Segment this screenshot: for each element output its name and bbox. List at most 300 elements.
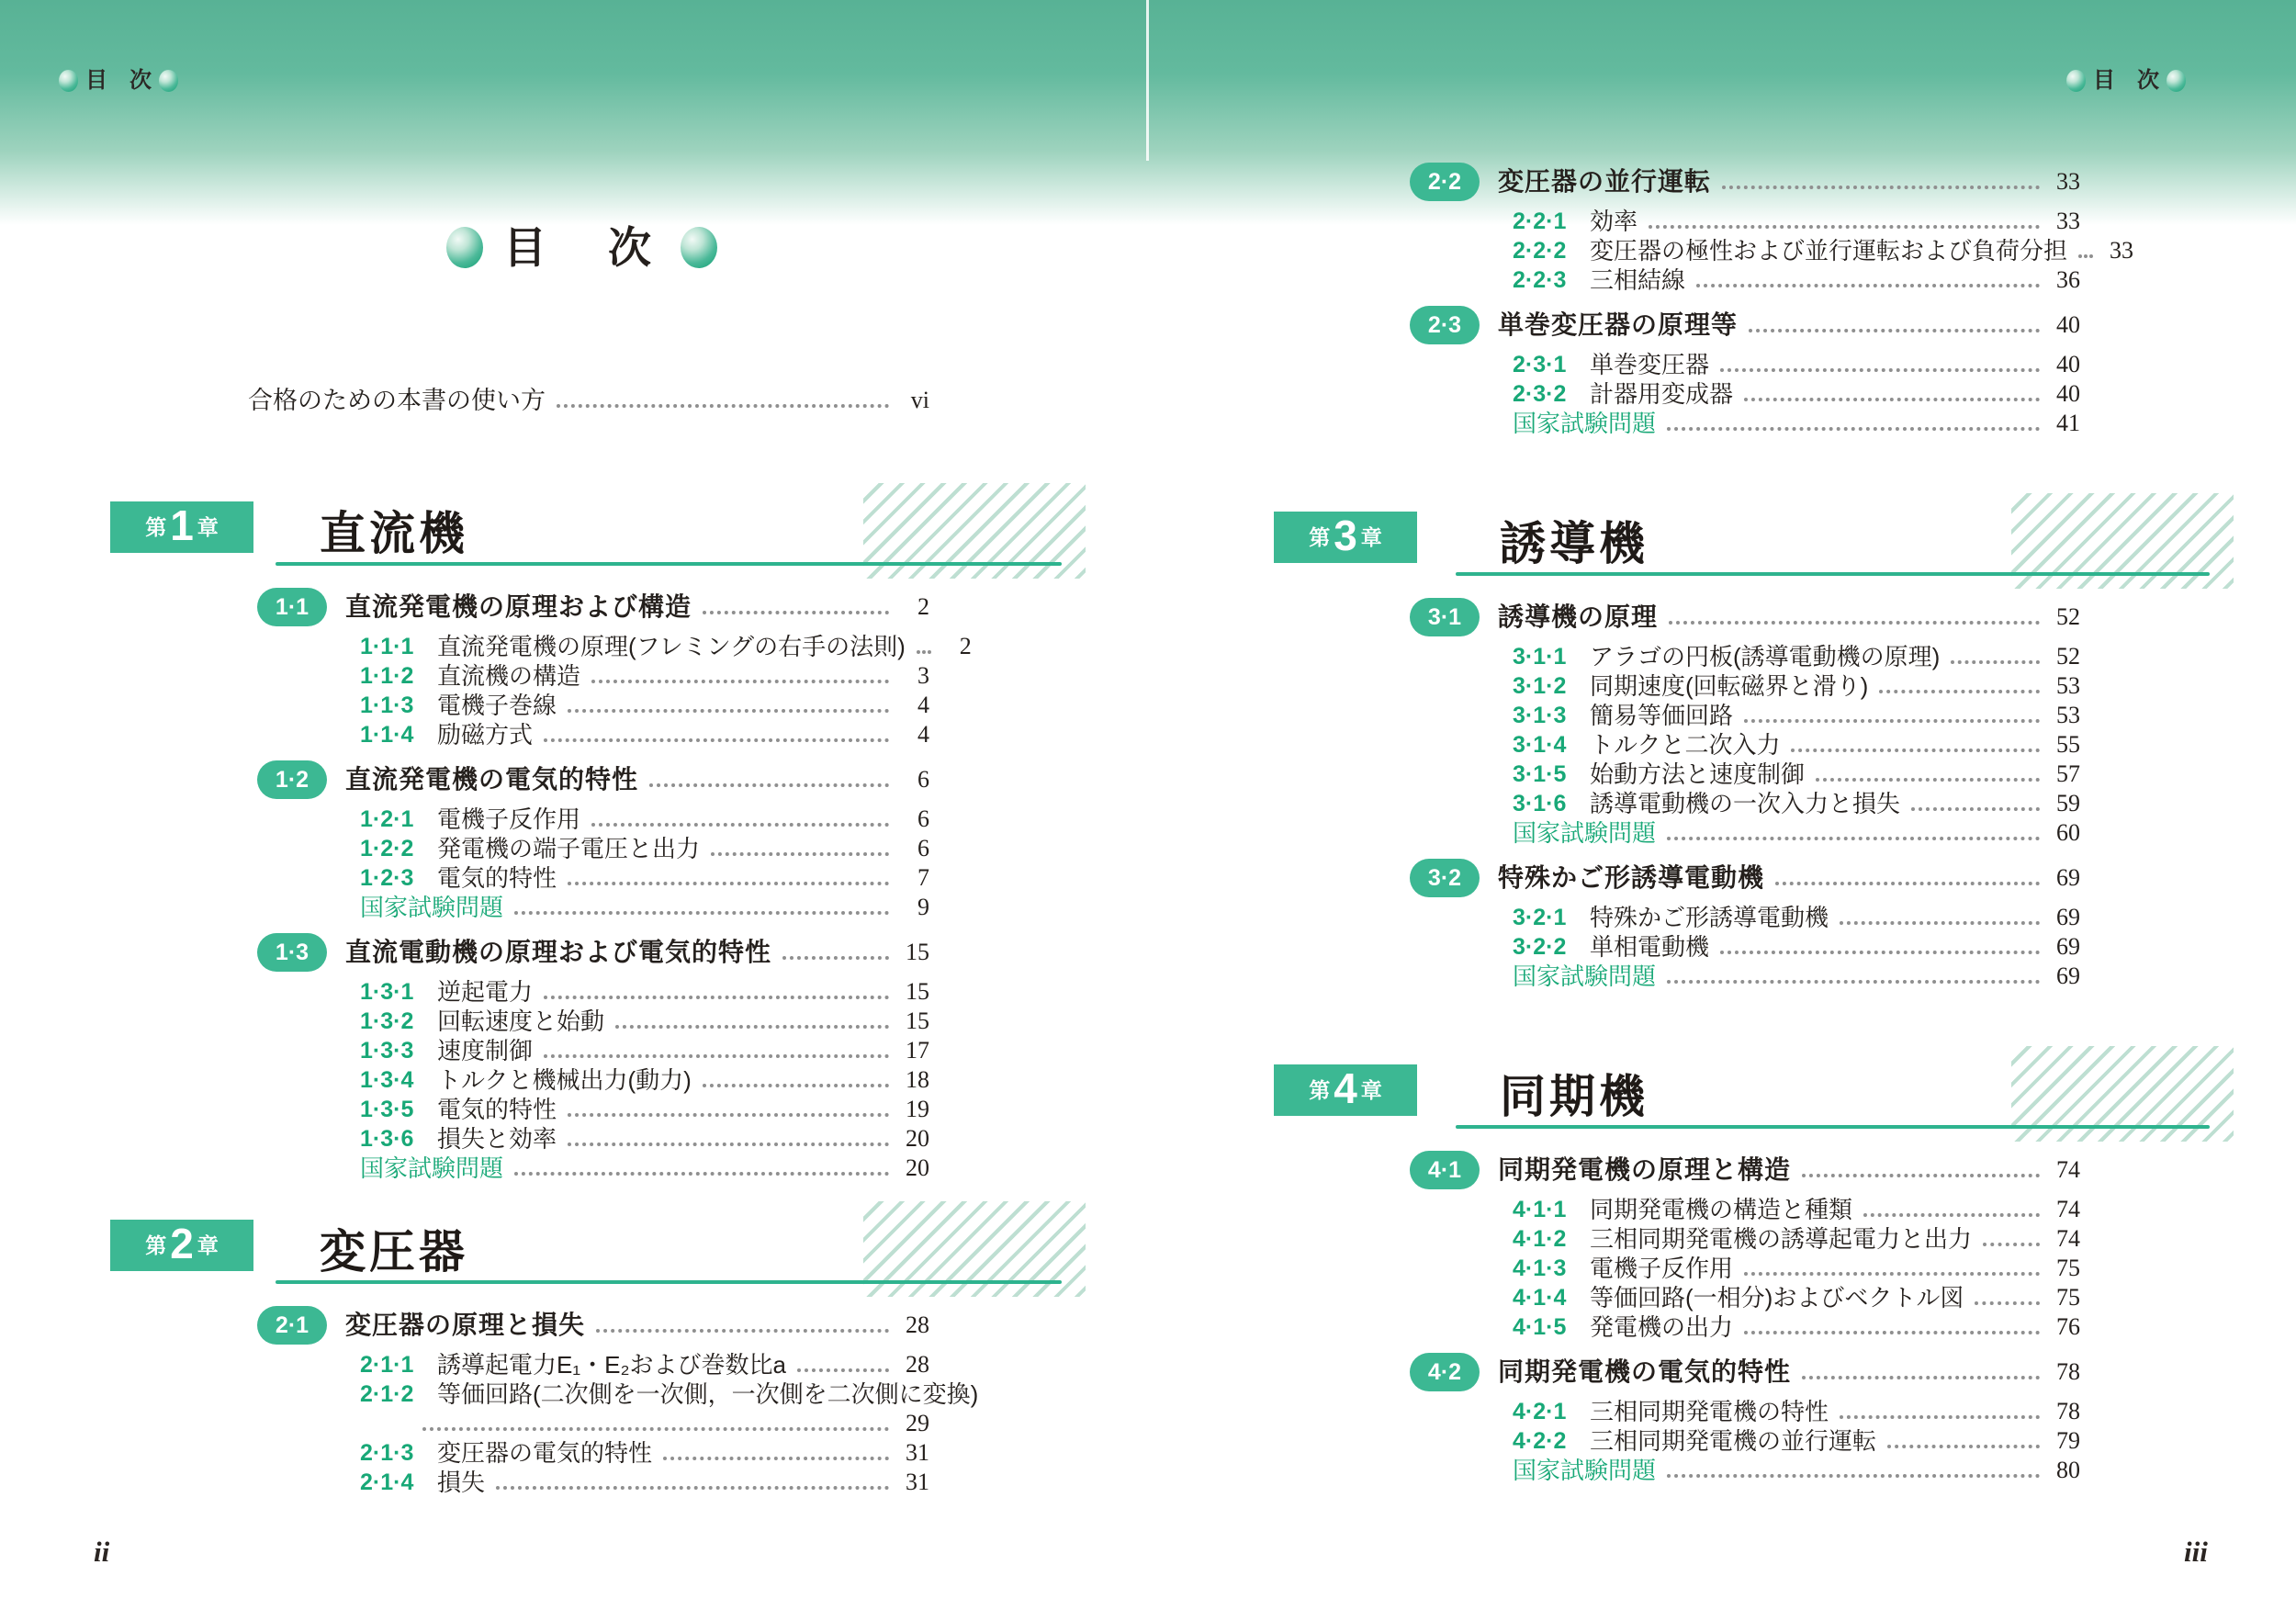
item-title: 直流発電機の原理(フレミングの右手の法則) (437, 633, 906, 660)
item-number: 3·1·6 (1513, 790, 1567, 816)
toc-item-row (257, 632, 972, 661)
item-title: 特殊かご形誘導電動機 (1590, 904, 1829, 931)
toc-item-row (257, 1124, 929, 1154)
item-title: 三相同期発電機の誘導起電力と出力 (1590, 1225, 1973, 1253)
section-title: 単巻変圧器の原理等 (1498, 310, 1739, 339)
page-number: 60 (2056, 819, 2080, 846)
item-title: 等価回路(二次側を一次側，一次側を二次側に変換) (437, 1380, 979, 1408)
item-number: 2·1·2 (360, 1380, 414, 1407)
toc-section-row (1410, 598, 2080, 636)
toc-item-row (257, 834, 929, 863)
item-number: 1·1·1 (360, 633, 414, 659)
dot-leader (1879, 690, 2040, 693)
front-matter-label: 合格のための本書の使い方 (248, 386, 546, 414)
exam-problems-label: 国家試験問題 (1513, 1457, 1657, 1484)
toc-exam-row (257, 1154, 929, 1183)
toc-item-continuation-row (257, 1409, 929, 1438)
item-title: 逆起電力 (437, 978, 534, 1006)
chapter-underline (276, 562, 1062, 566)
item-title: 始動方法と速度制御 (1590, 760, 1806, 788)
page-number: 69 (2056, 864, 2080, 891)
item-title: アラゴの円板(誘導電動機の原理) (1590, 643, 1941, 670)
toc-item-row (257, 1468, 929, 1497)
item-number: 1·1·2 (360, 662, 414, 689)
section-title: 変圧器の並行運転 (1498, 167, 1712, 196)
dot-leader (917, 650, 931, 654)
dot-leader (1720, 951, 2040, 954)
item-number: 1·2·2 (360, 835, 414, 861)
dot-leader (1744, 719, 2040, 723)
section-number-badge: 4·2 (1410, 1353, 1480, 1391)
item-title: 同期発電機の構造と種類 (1590, 1196, 1853, 1223)
page-number: 52 (2056, 643, 2080, 670)
dot-leader (1816, 778, 2040, 782)
item-number: 3·2·1 (1513, 904, 1567, 930)
item-title: 電気的特性 (437, 864, 557, 892)
toc-item-row (257, 661, 929, 691)
running-header-left (59, 70, 178, 92)
toc-item-row (1410, 789, 2080, 818)
section-number-badge: 2·2 (1410, 163, 1480, 201)
dot-leader (782, 956, 889, 960)
folio-left: ii (94, 1536, 110, 1568)
dot-leader (1722, 186, 2040, 189)
item-number: 1·3·5 (360, 1096, 414, 1122)
item-number: 3·1·5 (1513, 760, 1567, 787)
toc-item-row (1410, 350, 2080, 379)
page-number: 57 (2056, 760, 2080, 787)
item-number: 2·3·2 (1513, 380, 1567, 407)
toc-circle-icon (59, 70, 78, 92)
page-number: 53 (2056, 672, 2080, 699)
dot-leader (2078, 254, 2093, 258)
dot-leader (1863, 1213, 2040, 1217)
toc-item-row (257, 1350, 929, 1379)
chapter-1-header (92, 492, 1065, 566)
toc-item-row (1410, 1254, 2080, 1283)
running-header-text: 目 次 (85, 68, 152, 93)
section-number-badge: 3·2 (1410, 859, 1480, 897)
section-number-badge: 4·1 (1410, 1151, 1480, 1189)
item-number: 4·1·3 (1513, 1255, 1567, 1281)
dot-leader (514, 1172, 889, 1176)
dot-leader (703, 611, 889, 614)
right-page-column (1272, 152, 2213, 1485)
item-number: 4·1·2 (1513, 1225, 1567, 1252)
front-matter-row (248, 384, 929, 417)
dot-leader (1667, 980, 2040, 984)
dot-leader (703, 1084, 889, 1087)
chapter-3-header (1272, 502, 2213, 576)
toc-item-row (1410, 730, 2080, 760)
page-number: 17 (906, 1037, 929, 1064)
chapter-number-box (110, 501, 253, 553)
item-number: 1·2·3 (360, 864, 414, 891)
page-number: 7 (917, 864, 929, 891)
toc-item-row (1410, 1224, 2080, 1254)
item-number: 1·3·6 (360, 1125, 414, 1152)
page-number: 40 (2056, 380, 2080, 407)
running-header-text: 目 次 (2093, 68, 2159, 93)
page-number: 55 (2056, 731, 2080, 758)
toc-item-row (1410, 236, 2134, 265)
page-number: 2 (917, 593, 929, 620)
page-number: 20 (906, 1154, 929, 1181)
toc-item-row (1410, 1283, 2080, 1312)
page-number: 15 (906, 978, 929, 1005)
item-title: 電機子反作用 (437, 805, 581, 833)
page-number: 69 (2056, 904, 2080, 930)
page-number: 6 (917, 835, 929, 861)
item-number: 1·3·1 (360, 978, 414, 1005)
dot-leader (1840, 921, 2040, 925)
page-number: 28 (906, 1351, 929, 1378)
toc-item-row (1410, 1312, 2080, 1342)
item-title: 計器用変成器 (1590, 380, 1734, 408)
item-number: 2·1·3 (360, 1439, 414, 1466)
dot-leader (591, 680, 889, 683)
running-header-right (2066, 70, 2186, 92)
item-title: 損失 (437, 1469, 486, 1496)
page-number: 40 (2056, 311, 2080, 338)
item-title: 発電機の端子電圧と出力 (437, 835, 701, 862)
chapter-number: 3 (1334, 511, 1357, 559)
toc-section-row (1410, 1151, 2080, 1189)
folio-right: iii (2184, 1536, 2208, 1568)
page-number: vi (910, 387, 929, 413)
toc-exam-row (1410, 962, 2080, 991)
dot-leader (1669, 621, 2040, 625)
toc-exam-row (1410, 1456, 2080, 1485)
page-number: 31 (906, 1439, 929, 1466)
chapter-title: 直流機 (320, 508, 468, 559)
chapter-prefix: 第 (145, 514, 167, 539)
toc-circle-icon (446, 227, 483, 268)
toc-item-row (257, 863, 929, 893)
page-number: 33 (2110, 237, 2134, 264)
dot-leader (1720, 368, 2040, 372)
dot-leader (1791, 749, 2040, 752)
section-title: 同期発電機の電気的特性 (1498, 1357, 1792, 1386)
toc-section-row (257, 760, 929, 799)
toc-item-row (257, 720, 929, 749)
page-number: 41 (2056, 410, 2080, 436)
page-number: 19 (906, 1096, 929, 1122)
item-title: 簡易等価回路 (1590, 702, 1734, 729)
section-number-badge: 2·3 (1410, 306, 1480, 344)
chapter-number: 4 (1334, 1064, 1357, 1112)
toc-section-row (257, 588, 929, 626)
chapter-number-box (1274, 1064, 1417, 1116)
item-title: 変圧器の極性および並行運転および負荷分担 (1590, 237, 2068, 265)
dot-leader (496, 1486, 889, 1490)
page-number: 79 (2056, 1427, 2080, 1454)
toc-item-row (1410, 1195, 2080, 1224)
chapter-prefix: 第 (1309, 1077, 1331, 1102)
item-title: 同期速度(回転磁界と滑り) (1590, 672, 1869, 700)
item-title: 等価回路(一相分)およびベクトル図 (1590, 1284, 1964, 1311)
dot-leader (557, 404, 889, 408)
dot-leader (568, 1113, 889, 1117)
item-number: 4·1·1 (1513, 1196, 1567, 1222)
toc-item-row (1410, 207, 2080, 236)
chapter-2-header (92, 1210, 1065, 1284)
item-title: 電機子反作用 (1590, 1255, 1734, 1282)
page-number: 31 (906, 1469, 929, 1495)
page-number: 15 (906, 1007, 929, 1034)
item-number: 3·1·4 (1513, 731, 1567, 758)
page-number: 74 (2056, 1156, 2080, 1183)
dot-leader (1951, 660, 2040, 664)
toc-circle-icon (2066, 70, 2086, 92)
exam-problems-label: 国家試験問題 (1513, 410, 1657, 437)
chapter-suffix: 章 (197, 514, 219, 539)
section-title: 特殊かご形誘導電動機 (1498, 863, 1765, 892)
item-title: 回転速度と始動 (437, 1007, 605, 1035)
dot-leader (1975, 1301, 2040, 1305)
page-number: 80 (2056, 1457, 2080, 1483)
dot-leader (544, 1054, 889, 1058)
chapter-suffix: 章 (197, 1233, 219, 1257)
toc-section-row (1410, 1353, 2080, 1391)
dot-leader (663, 1457, 889, 1460)
item-number: 3·1·1 (1513, 643, 1567, 670)
page-number: 59 (2056, 790, 2080, 816)
toc-item-row (1410, 1426, 2080, 1456)
toc-section-row (257, 933, 929, 972)
chapter-prefix: 第 (145, 1233, 167, 1257)
item-number: 4·2·2 (1513, 1427, 1567, 1454)
page-number: 78 (2056, 1358, 2080, 1385)
page-title (446, 223, 717, 272)
item-title: 単相電動機 (1590, 933, 1710, 961)
item-number: 3·1·2 (1513, 672, 1567, 699)
dot-leader (1887, 1445, 2040, 1448)
item-number: 1·3·2 (360, 1007, 414, 1034)
left-page-column (92, 492, 1065, 1497)
dot-leader (1983, 1243, 2040, 1246)
page-number: 53 (2056, 702, 2080, 728)
chapter-number-box (110, 1220, 253, 1271)
dot-leader (1649, 225, 2040, 229)
dot-leader (544, 996, 889, 999)
page-number: 15 (906, 939, 929, 965)
page-number: 69 (2056, 962, 2080, 989)
toc-item-row (1410, 671, 2080, 701)
exam-problems-label: 国家試験問題 (360, 1154, 504, 1182)
page-number: 33 (2056, 168, 2080, 195)
item-title: 発電機の出力 (1590, 1313, 1734, 1341)
page-number: 78 (2056, 1398, 2080, 1424)
exam-problems-label: 国家試験問題 (1513, 962, 1657, 990)
item-title: 電機子巻線 (437, 692, 557, 719)
dot-leader (1802, 1174, 2040, 1177)
page-number: 2 (959, 633, 972, 659)
chapter-suffix: 章 (1360, 524, 1382, 549)
page-number: 69 (2056, 933, 2080, 960)
chapter-4-header (1272, 1055, 2213, 1129)
item-number: 1·2·1 (360, 805, 414, 832)
toc-exam-row (257, 893, 929, 922)
chapter-title: 誘導機 (1500, 518, 1649, 569)
item-number: 1·1·3 (360, 692, 414, 718)
page-number: 28 (906, 1311, 929, 1338)
exam-problems-label: 国家試験問題 (1513, 819, 1657, 847)
chapter-title: 変圧器 (320, 1226, 468, 1278)
toc-section-row (1410, 859, 2080, 897)
dot-leader (568, 882, 889, 885)
toc-item-row (257, 977, 929, 1007)
item-title: 直流機の構造 (437, 662, 581, 690)
page-number: 74 (2056, 1225, 2080, 1252)
item-number: 1·3·4 (360, 1066, 414, 1093)
page-number: 33 (2056, 208, 2080, 234)
chapter-number: 2 (170, 1219, 194, 1267)
page-number: 20 (906, 1125, 929, 1152)
dot-leader (711, 852, 889, 856)
section-number-badge: 3·1 (1410, 598, 1480, 636)
toc-section-row (1410, 306, 2080, 344)
page-number: 52 (2056, 603, 2080, 630)
toc-item-row (1410, 642, 2080, 671)
dot-leader (797, 1368, 889, 1372)
chapter-number: 1 (170, 501, 194, 549)
toc-item-row (257, 1095, 929, 1124)
section-number-badge: 2·1 (257, 1306, 327, 1345)
toc-circle-icon (159, 70, 178, 92)
page-gutter-divider (1146, 0, 1149, 161)
section-number-badge: 1·2 (257, 760, 327, 799)
dot-leader (1667, 837, 2040, 840)
item-number: 1·3·3 (360, 1037, 414, 1064)
dot-leader (649, 783, 889, 787)
toc-item-row (1410, 932, 2080, 962)
chapter-underline (1456, 1125, 2210, 1129)
dot-leader (1911, 807, 2040, 811)
section-number-badge: 1·3 (257, 933, 327, 972)
item-title: 単巻変圧器 (1590, 351, 1710, 378)
item-title: 誘導起電力E₁・E₂および巻数比a (437, 1351, 787, 1379)
toc-item-row (1410, 265, 2080, 295)
dot-leader (591, 823, 889, 827)
chapter-prefix: 第 (1309, 524, 1331, 549)
toc-exam-row (1410, 818, 2080, 848)
item-number: 2·3·1 (1513, 351, 1567, 377)
dot-leader (1840, 1415, 2040, 1419)
dot-leader (1667, 1474, 2040, 1478)
page-number: 74 (2056, 1196, 2080, 1222)
section-title: 誘導機の原理 (1498, 602, 1659, 631)
chapter-number-box (1274, 512, 1417, 563)
item-title: 電気的特性 (437, 1096, 557, 1123)
page-number: 75 (2056, 1284, 2080, 1311)
toc-exam-row (1410, 409, 2080, 438)
page-number: 36 (2056, 266, 2080, 293)
item-number: 1·1·4 (360, 721, 414, 748)
dot-leader (544, 738, 889, 742)
page-number: 76 (2056, 1313, 2080, 1340)
toc-item-row (257, 1379, 979, 1409)
toc-circle-icon (2167, 70, 2186, 92)
item-number: 4·1·4 (1513, 1284, 1567, 1311)
section-title: 直流電動機の原理および電気的特性 (345, 938, 772, 966)
dot-leader (1744, 1331, 2040, 1334)
dot-leader (1667, 427, 2040, 431)
dot-leader (1696, 284, 2040, 287)
toc-item-row (257, 805, 929, 834)
toc-item-row (257, 691, 929, 720)
item-number: 2·2·3 (1513, 266, 1567, 293)
item-number: 3·1·3 (1513, 702, 1567, 728)
chapter-suffix: 章 (1360, 1077, 1382, 1102)
section-title: 直流発電機の電気的特性 (345, 765, 639, 794)
section-number-badge: 1·1 (257, 588, 327, 626)
dot-leader (568, 709, 889, 713)
toc-item-row (257, 1438, 929, 1468)
page-number: 75 (2056, 1255, 2080, 1281)
page-number: 18 (906, 1066, 929, 1093)
dot-leader (596, 1329, 889, 1333)
item-title: 励磁方式 (437, 721, 534, 749)
item-title: 速度制御 (437, 1037, 534, 1064)
item-title: 効率 (1590, 208, 1638, 235)
exam-problems-label: 国家試験問題 (360, 894, 504, 921)
page-title-text: 目 次 (503, 223, 660, 272)
page-number: 6 (917, 805, 929, 832)
toc-circle-icon (681, 227, 717, 268)
page-number: 4 (917, 692, 929, 718)
item-title: 三相結線 (1590, 266, 1686, 294)
item-number: 2·2·1 (1513, 208, 1567, 234)
toc-item-row (1410, 701, 2080, 730)
item-title: 誘導電動機の一次入力と損失 (1590, 790, 1901, 817)
dot-leader (1775, 882, 2040, 885)
dot-leader (1744, 1272, 2040, 1276)
page-number: 3 (917, 662, 929, 689)
item-number: 4·2·1 (1513, 1398, 1567, 1424)
section-title: 直流発電機の原理および構造 (345, 592, 692, 621)
toc-item-row (257, 1007, 929, 1036)
toc-section-row (1410, 163, 2080, 201)
item-number: 2·1·4 (360, 1469, 414, 1495)
toc-item-row (1410, 1397, 2080, 1426)
dot-leader (1749, 329, 2040, 332)
section-title: 変圧器の原理と損失 (345, 1311, 586, 1339)
page-number: 4 (917, 721, 929, 748)
dot-leader (615, 1025, 889, 1029)
dot-leader (514, 911, 889, 915)
dot-leader (1802, 1376, 2040, 1379)
item-title: 損失と効率 (437, 1125, 557, 1153)
page-number: 40 (2056, 351, 2080, 377)
toc-section-row (257, 1306, 929, 1345)
dot-leader (1744, 398, 2040, 401)
toc-item-row (257, 1065, 929, 1095)
chapter-title: 同期機 (1500, 1071, 1649, 1122)
item-number: 2·2·2 (1513, 237, 1567, 264)
chapter-underline (276, 1280, 1062, 1284)
section-title: 同期発電機の原理と構造 (1498, 1155, 1792, 1184)
chapter-underline (1456, 572, 2210, 576)
item-title: トルクと二次入力 (1590, 731, 1781, 759)
item-number: 4·1·5 (1513, 1313, 1567, 1340)
dot-leader (568, 1143, 889, 1146)
toc-item-row (1410, 903, 2080, 932)
item-title: 三相同期発電機の特性 (1590, 1398, 1829, 1425)
item-title: トルクと機械出力(動力) (437, 1066, 692, 1094)
item-number: 3·2·2 (1513, 933, 1567, 960)
toc-item-row (257, 1036, 929, 1065)
